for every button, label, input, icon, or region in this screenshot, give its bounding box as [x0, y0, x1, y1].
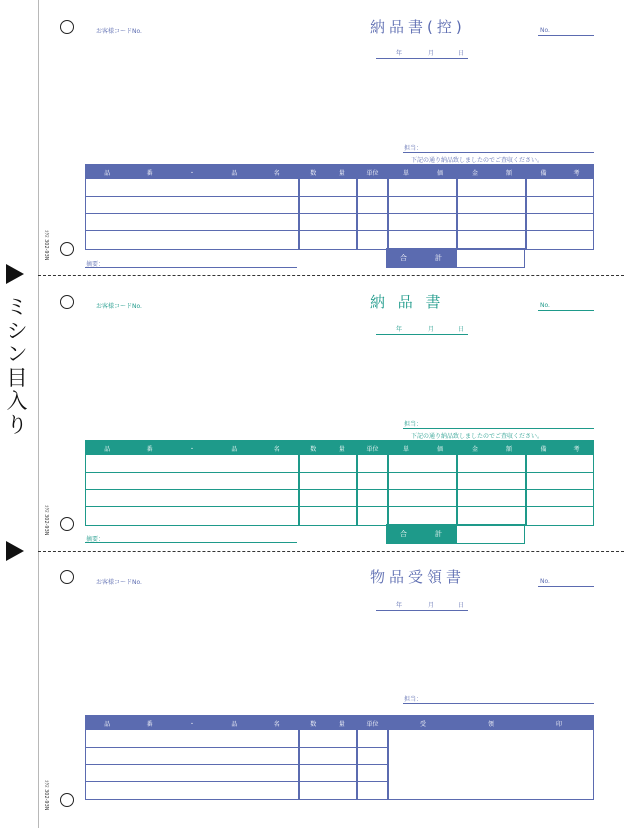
total-label: 合 計 [386, 248, 456, 268]
header-item-name: 品 番 ・ 品 名 [104, 720, 280, 728]
memo-label: 摘要： [86, 261, 105, 268]
customer-code-label: お客様コードNo. [96, 28, 142, 35]
date-month-label: 月 [428, 50, 435, 57]
header-receipt-seal: 受 領 印 [419, 720, 562, 728]
table-row [86, 230, 593, 231]
table-row [86, 781, 388, 782]
customer-code-label: お客様コードNo. [96, 303, 142, 310]
page-title: 物品受領書 [370, 568, 466, 586]
date-underline [376, 58, 468, 59]
header-quantity: 数 量 [310, 445, 345, 453]
person-underline [403, 703, 594, 704]
receipt-seal-area [389, 730, 593, 798]
number-label: No. [540, 302, 550, 309]
total-label: 合 計 [386, 524, 456, 544]
product-code: ｺｸﾖ 302-93N [43, 780, 49, 811]
binding-hole-icon [60, 517, 74, 531]
table-row [86, 213, 593, 214]
total-amount-box [456, 524, 525, 544]
product-code: ｺｸﾖ 302-93N [43, 505, 49, 536]
table-row [86, 472, 593, 473]
memo-underline [85, 542, 297, 543]
customer-code-label: お客様コードNo. [96, 579, 142, 586]
header-amount: 金 額 [471, 445, 512, 453]
table-row [86, 506, 593, 507]
person-in-charge-label: 担当： [404, 421, 423, 428]
table-header [86, 441, 593, 455]
table-row [86, 489, 593, 490]
table-row [86, 747, 388, 748]
memo-label: 摘要： [86, 536, 105, 543]
binding-hole-icon [60, 570, 74, 584]
table-row [86, 764, 388, 765]
table-header [86, 165, 593, 179]
header-amount: 金 額 [471, 169, 512, 177]
table-header [86, 716, 593, 730]
header-item-name: 品 番 ・ 品 名 [104, 169, 280, 177]
memo-underline [85, 267, 297, 268]
total-amount-box [456, 248, 525, 268]
header-remarks: 備 考 [540, 169, 580, 177]
number-label: No. [540, 27, 550, 34]
header-unit: 単位 [366, 169, 379, 177]
binding-hole-icon [60, 295, 74, 309]
header-unit: 単位 [366, 445, 379, 453]
delivery-notice: 下記の通り納品致しましたのでご査収ください。 [411, 433, 544, 440]
perforation-arrow-icon [6, 541, 24, 561]
date-year-label: 年 [396, 326, 403, 333]
item-table [85, 164, 594, 250]
page-title: 納品書(控) [370, 18, 466, 36]
person-underline [403, 152, 594, 153]
page-title: 納 品 書 [370, 293, 445, 311]
date-month-label: 月 [428, 602, 435, 609]
header-item-name: 品 番 ・ 品 名 [104, 445, 280, 453]
header-remarks: 備 考 [540, 445, 580, 453]
item-table [85, 715, 594, 800]
item-table [85, 440, 594, 526]
perforation-line-2 [38, 551, 624, 552]
header-quantity: 数 量 [310, 720, 345, 728]
binding-hole-icon [60, 20, 74, 34]
table-row [86, 196, 593, 197]
header-unit-price: 単 価 [402, 445, 443, 453]
date-underline [376, 334, 468, 335]
header-unit: 単位 [366, 720, 379, 728]
perforation-arrow-icon [6, 264, 24, 284]
number-underline [538, 35, 594, 36]
date-year-label: 年 [396, 50, 403, 57]
person-in-charge-label: 担当： [404, 696, 423, 703]
delivery-notice: 下記の通り納品致しましたのでご査収ください。 [411, 157, 544, 164]
date-month-label: 月 [428, 326, 435, 333]
date-underline [376, 610, 468, 611]
header-unit-price: 単 価 [402, 169, 443, 177]
date-day-label: 日 [458, 50, 465, 57]
binding-hole-icon [60, 793, 74, 807]
date-year-label: 年 [396, 602, 403, 609]
header-quantity: 数 量 [310, 169, 345, 177]
date-day-label: 日 [458, 602, 465, 609]
date-day-label: 日 [458, 326, 465, 333]
perforation-label: ミシン目入り [6, 295, 28, 437]
perforation-line-1 [38, 275, 624, 276]
person-in-charge-label: 担当： [404, 145, 423, 152]
number-underline [538, 586, 594, 587]
number-label: No. [540, 578, 550, 585]
product-code: ｺｸﾖ 302-93N [43, 230, 49, 261]
binding-hole-icon [60, 242, 74, 256]
person-underline [403, 428, 594, 429]
number-underline [538, 310, 594, 311]
